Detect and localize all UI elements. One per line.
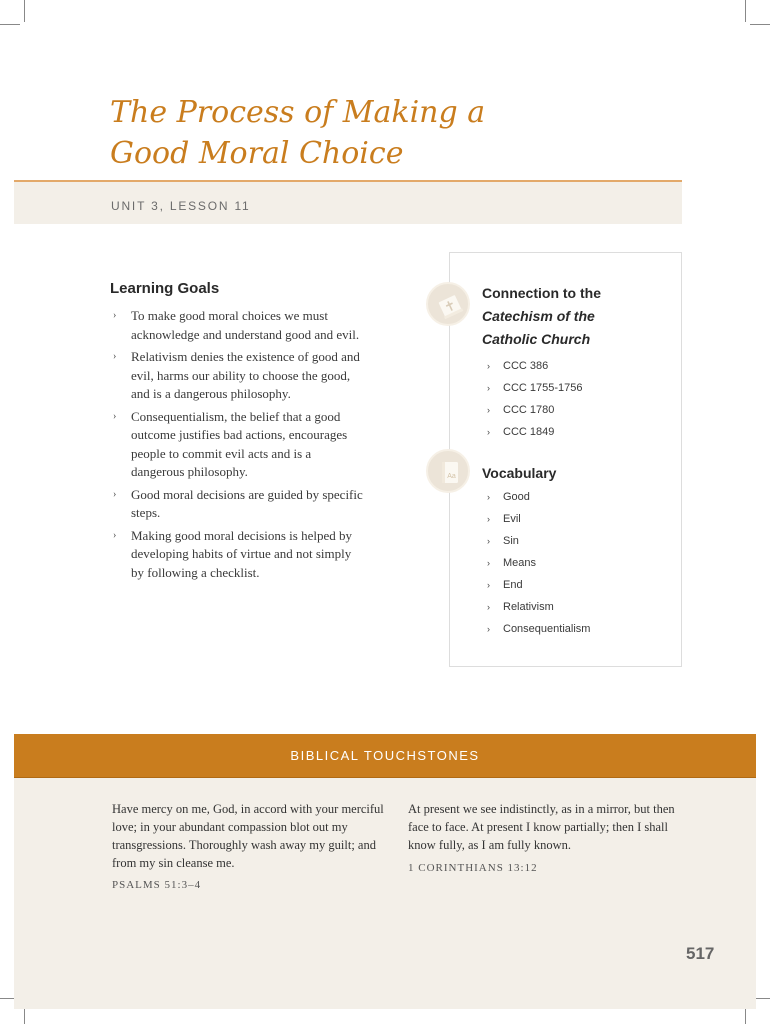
page-title [110,92,630,174]
page-number: 517 [686,944,715,963]
learning-goals-heading: Learning Goals [110,280,220,297]
catechism-heading-line-1: Connection to the [482,285,601,301]
learning-goal-text: Consequentialism, the belief that a good outcome justifies bad actions, encourages people to commit evil acts and is a dangerous philosophy. [131,408,348,479]
scripture-citation-psalms: PSALMS 51:3–4 [112,879,202,891]
scripture-quote-corinthians: At present we see indistinctly, as in a mirror, but then face to face. At present I know partially; then I shall know fully, as I am fully known. [408,802,675,852]
chevron-right-icon: › [487,361,490,371]
vocabulary-term: Good [503,491,530,503]
catechism-heading [482,282,672,351]
chevron-right-icon: › [487,580,490,590]
catechism-heading-line-3: Catholic Church [482,331,591,347]
vocabulary-list [482,490,672,644]
touchstones-heading: BIBLICAL TOUCHSTONES [14,734,756,778]
crop-mark [0,24,20,25]
chevron-right-icon: › [487,492,490,502]
catechism-book-icon-graphic [436,292,464,320]
vocabulary-icon-text: Aa [447,473,456,480]
chevron-right-icon: › [487,427,490,437]
list-item [482,490,672,512]
learning-goal-text: Making good moral decisions is helped by developing habits of virtue and not simply by following a checklist. [131,527,352,580]
list-item [110,486,365,523]
chevron-right-icon: › [487,558,490,568]
list-item [110,408,365,482]
title-line-1: The Process of Making a [110,95,486,130]
chevron-right-icon: › [487,602,490,612]
crop-mark [745,0,746,22]
unit-lesson-band [14,182,682,224]
list-item [482,556,672,578]
crop-mark [24,0,25,22]
list-item [482,381,672,403]
chevron-right-icon: › [487,514,490,524]
crop-mark [750,24,770,25]
list-item [482,622,672,644]
scripture-quote-psalms: Have mercy on me, God, in accord with your merciful love; in your abundant compassion blot out my transgressions. Thoroughly wash away my guilt; and from my sin cleanse me. [112,802,384,870]
learning-goal-text: Relativism denies the existence of good and evil, harms our ability to choose the good, and is a dangerous philosophy. [131,349,360,401]
chevron-right-icon: › [487,405,490,415]
vocabulary-term: Consequentialism [503,623,591,635]
learning-goal-text: To make good moral choices we must acknowledge and understand good and evil. [131,308,360,342]
vocabulary-term: End [503,579,523,591]
vocabulary-term: Sin [503,535,519,547]
vocabulary-term: Relativism [503,601,554,613]
catechism-section [482,282,672,447]
biblical-touchstones-box [14,734,756,1009]
list-item [482,534,672,556]
catechism-list [482,359,672,447]
vocabulary-book-icon-graphic [436,459,464,487]
unit-lesson-label: UNIT 3, LESSON 11 [111,199,251,213]
vocabulary-term: Means [503,557,537,569]
vocabulary-section [482,462,672,644]
learning-goals-section [110,280,365,586]
chevron-right-icon: › [487,536,490,546]
chevron-right-icon: › [487,383,490,393]
catechism-heading-line-2: Catechism of the [482,308,595,324]
list-item [482,578,672,600]
lesson-sidebar [449,252,682,667]
list-item [482,359,672,381]
chevron-right-icon: › [113,310,117,321]
vocabulary-heading: Vocabulary [482,465,557,481]
ccc-reference: CCC 1755-1756 [503,382,583,394]
learning-goals-list [110,307,365,582]
catechism-book-icon [426,282,470,326]
list-item [482,512,672,534]
ccc-reference: CCC 1849 [503,426,555,438]
title-line-2: Good Moral Choice [110,136,404,171]
list-item [482,600,672,622]
vocabulary-term: Evil [503,513,521,525]
chevron-right-icon: › [487,624,490,634]
scripture-citation-corinthians: 1 CORINTHIANS 13:12 [408,862,538,874]
chevron-right-icon: › [113,529,117,541]
list-item [482,403,672,425]
ccc-reference: CCC 386 [503,360,549,372]
list-item [482,425,672,447]
list-item [110,348,365,404]
chevron-right-icon: › [113,351,117,362]
list-item [110,527,365,583]
list-item [110,307,365,344]
learning-goal-text: Good moral decisions are guided by specific steps. [131,486,363,520]
chevron-right-icon: › [113,488,117,500]
vocabulary-book-icon [426,449,470,493]
ccc-reference: CCC 1780 [503,404,555,416]
chevron-right-icon: › [113,410,117,422]
